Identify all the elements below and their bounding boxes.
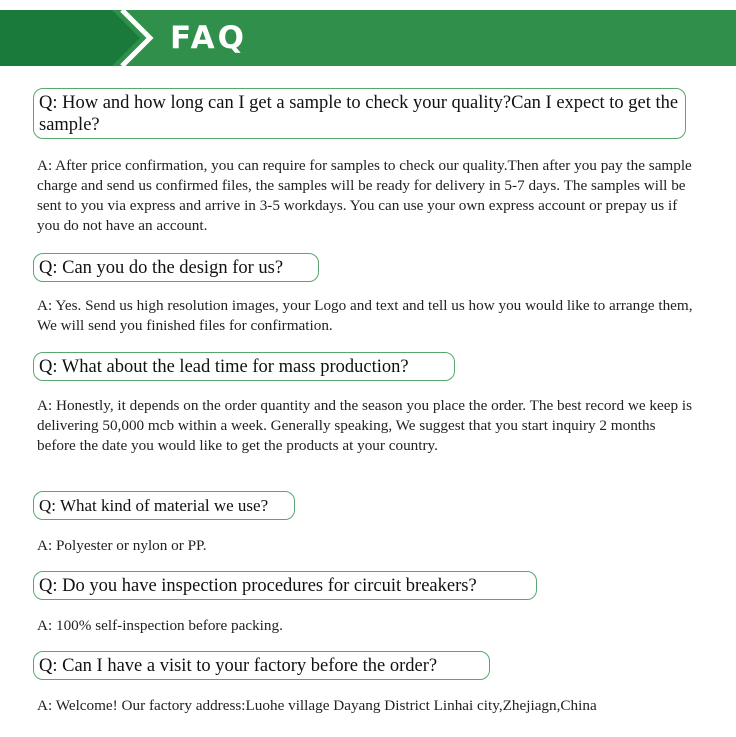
- question-text: Q: What about the lead time for mass production?: [39, 357, 409, 377]
- banner-background: [0, 10, 736, 66]
- question-box: [33, 571, 537, 600]
- question-box: [33, 253, 319, 282]
- answer-text: A: Honestly, it depends on the order quantity and the season you place the order. The best record we keep is delivering 50,000 mcb within a week. Generally speaking, We suggest that you start inquiry 2 months before the date you would like to get the products at your country.: [37, 397, 692, 454]
- faq-banner: [0, 10, 736, 66]
- question-text: Q: What kind of material we use?: [39, 496, 269, 515]
- answer-text: A: Polyester or nylon or PP.: [37, 537, 207, 554]
- answer-text: A: Yes. Send us high resolution images, your Logo and text and tell us how you would like to arrange them, We will send you finished files for confirmation.: [37, 297, 693, 334]
- question-text: Q: How and how long can I get a sample to check your quality?Can I expect to get the sample?: [39, 93, 679, 135]
- question-box: [33, 352, 455, 381]
- question-text: Q: Can I have a visit to your factory before the order?: [39, 656, 438, 676]
- question-text: Q: Do you have inspection procedures for circuit breakers?: [39, 576, 477, 596]
- answer-text: A: 100% self-inspection before packing.: [37, 617, 283, 634]
- question-text: Q: Can you do the design for us?: [39, 258, 284, 278]
- question-box: [33, 491, 295, 520]
- question-box: [33, 651, 490, 680]
- answer-text: A: After price confirmation, you can require for samples to check our quality.Then after you pay the sample charge and send us confirmed files, the samples will be ready for delivery in 5-7 days. The samples will be sent to you via express and arrive in 3-5 workdays. You can use your own express account or prepay us if you do not have an account.: [37, 157, 692, 234]
- page-title: FAQ: [170, 20, 247, 56]
- question-box: [33, 88, 686, 139]
- answer-text: A: Welcome! Our factory address:Luohe village Dayang District Linhai city,Zhejiagn,China: [37, 697, 597, 714]
